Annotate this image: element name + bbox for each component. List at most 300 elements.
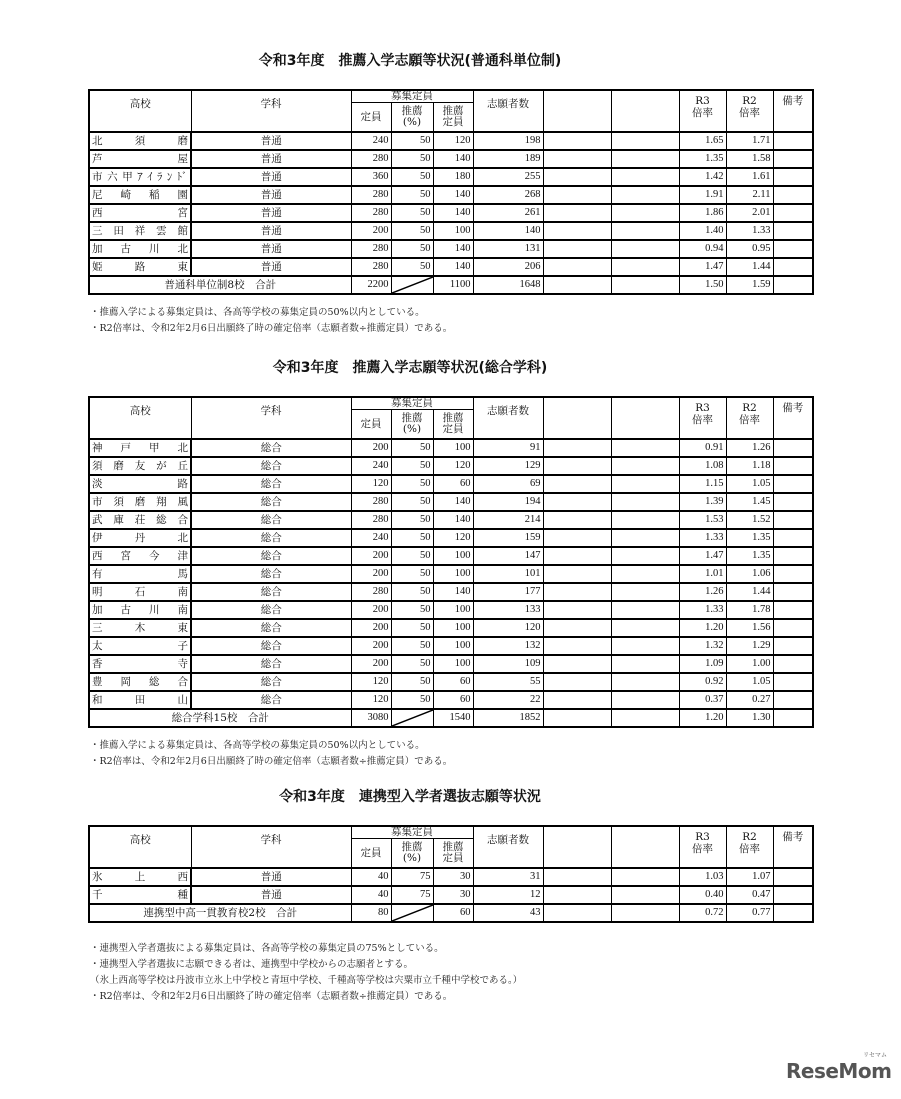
recommend-percent: 50 (391, 601, 433, 619)
school-name: 豊 岡 総 合 (89, 673, 191, 691)
recommend-percent: 50 (391, 168, 433, 186)
recommend-capacity: 120 (433, 457, 473, 475)
table-title: 令和3年度 連携型入学者選抜志願等状況 (279, 789, 541, 805)
r2-ratio: 1.44 (726, 583, 773, 601)
remarks-cell (773, 222, 813, 240)
total-applicants: 1852 (473, 709, 543, 727)
table-row (89, 457, 813, 475)
r3-ratio: 0.92 (679, 673, 726, 691)
remarks-cell (773, 565, 813, 583)
school-name: 千 種 (89, 886, 191, 904)
blank-column-header (543, 397, 611, 439)
total-recommend-capacity: 60 (433, 904, 473, 922)
remarks-cell (773, 511, 813, 529)
applicants: 69 (473, 475, 543, 493)
department: 総合 (191, 601, 351, 619)
r2-ratio: 2.11 (726, 186, 773, 204)
r2-ratio: 1.35 (726, 547, 773, 565)
diagonal-slash-cell (391, 904, 433, 922)
applicants: 133 (473, 601, 543, 619)
remarks-cell (773, 529, 813, 547)
r3-ratio: 1.42 (679, 168, 726, 186)
column-header: 高校 (89, 90, 191, 132)
capacity: 120 (351, 475, 391, 493)
applicants: 140 (473, 222, 543, 240)
blank-cell (611, 240, 679, 258)
table-row (89, 583, 813, 601)
remarks-cell (773, 637, 813, 655)
blank-cell (543, 511, 611, 529)
blank-cell (543, 457, 611, 475)
column-header: 推薦 (%) (391, 103, 433, 133)
note-line: ・R2倍率は、令和2年2月6日出願終了時の確定倍率（志願者数÷推薦定員）である。 (90, 756, 453, 767)
capacity: 120 (351, 691, 391, 709)
column-header: 推薦 (%) (391, 410, 433, 440)
remarks-cell (773, 475, 813, 493)
total-r2-ratio: 0.77 (726, 904, 773, 922)
total-row (89, 709, 813, 727)
recommend-capacity: 140 (433, 583, 473, 601)
blank-cell (611, 529, 679, 547)
diagonal-slash-cell (391, 276, 433, 294)
blank-cell (543, 691, 611, 709)
department: 普通 (191, 222, 351, 240)
column-header: 高校 (89, 826, 191, 868)
total-r3-ratio: 0.72 (679, 904, 726, 922)
resemom-logo (786, 1052, 891, 1083)
notes (90, 941, 812, 1005)
department: 総合 (191, 691, 351, 709)
applicants: 109 (473, 655, 543, 673)
column-header: 定員 (351, 410, 391, 440)
r3-ratio: 1.08 (679, 457, 726, 475)
total-r3-ratio: 1.50 (679, 276, 726, 294)
capacity: 200 (351, 547, 391, 565)
recommend-capacity: 140 (433, 511, 473, 529)
applicants: 131 (473, 240, 543, 258)
school-name: 市 六 甲 ｱ ｲ ﾗ ﾝ ﾄﾞ (89, 168, 191, 186)
department: 普通 (191, 886, 351, 904)
capacity: 200 (351, 222, 391, 240)
recommend-percent: 75 (391, 868, 433, 886)
total-applicants: 43 (473, 904, 543, 922)
department: 総合 (191, 457, 351, 475)
column-header: 定員 (351, 839, 391, 869)
recommend-percent: 50 (391, 204, 433, 222)
recommend-capacity: 140 (433, 258, 473, 276)
total-recommend-capacity: 1100 (433, 276, 473, 294)
table-row (89, 439, 813, 457)
remarks-cell (773, 204, 813, 222)
column-header: 推薦 定員 (433, 410, 473, 440)
blank-column-header (543, 90, 611, 132)
diagonal-line (392, 905, 433, 921)
blank-cell (611, 709, 679, 727)
blank-cell (611, 132, 679, 150)
department: 普通 (191, 168, 351, 186)
table-row (89, 868, 813, 886)
department: 普通 (191, 132, 351, 150)
remarks-cell (773, 601, 813, 619)
school-name: 尼 崎 稲 園 (89, 186, 191, 204)
applicants: 132 (473, 637, 543, 655)
school-name: 太 子 (89, 637, 191, 655)
r3-ratio: 1.33 (679, 529, 726, 547)
r3-ratio: 0.37 (679, 691, 726, 709)
column-header: 推薦 (%) (391, 839, 433, 869)
applicants: 177 (473, 583, 543, 601)
blank-cell (543, 132, 611, 150)
department: 総合 (191, 547, 351, 565)
blank-cell (543, 886, 611, 904)
department: 総合 (191, 583, 351, 601)
column-header: 備考 (773, 397, 813, 439)
recommend-capacity: 100 (433, 637, 473, 655)
blank-cell (543, 240, 611, 258)
blank-cell (611, 601, 679, 619)
blank-cell (611, 186, 679, 204)
total-recommend-capacity: 1540 (433, 709, 473, 727)
blank-cell (543, 547, 611, 565)
r2-ratio: 1.56 (726, 619, 773, 637)
school-name: 加 古 川 南 (89, 601, 191, 619)
table-general-credit (88, 89, 814, 295)
applicants: 198 (473, 132, 543, 150)
table-row (89, 565, 813, 583)
column-header: 学科 (191, 826, 351, 868)
table-row (89, 886, 813, 904)
diagonal-slash-cell (391, 709, 433, 727)
school-name: 芦 屋 (89, 150, 191, 168)
school-name: 淡 路 (89, 475, 191, 493)
recommend-percent: 50 (391, 655, 433, 673)
department: 普通 (191, 186, 351, 204)
r3-ratio: 1.09 (679, 655, 726, 673)
applicants: 147 (473, 547, 543, 565)
column-header: 学科 (191, 397, 351, 439)
r2-ratio: 1.44 (726, 258, 773, 276)
department: 総合 (191, 529, 351, 547)
remarks-cell (773, 132, 813, 150)
recommend-capacity: 180 (433, 168, 473, 186)
total-capacity: 3080 (351, 709, 391, 727)
remarks-cell (773, 168, 813, 186)
blank-cell (543, 168, 611, 186)
r2-ratio: 1.07 (726, 868, 773, 886)
blank-cell (543, 709, 611, 727)
column-header: R2 倍率 (726, 90, 773, 132)
blank-cell (543, 222, 611, 240)
remarks-cell (773, 493, 813, 511)
recommend-capacity: 30 (433, 886, 473, 904)
header-row (89, 397, 813, 410)
r3-ratio: 1.32 (679, 637, 726, 655)
blank-cell (611, 511, 679, 529)
blank-cell (543, 150, 611, 168)
blank-cell (543, 673, 611, 691)
recommend-capacity: 120 (433, 132, 473, 150)
column-header: R3 倍率 (679, 397, 726, 439)
table-row (89, 601, 813, 619)
r2-ratio: 0.47 (726, 886, 773, 904)
applicants: 255 (473, 168, 543, 186)
capacity: 200 (351, 565, 391, 583)
department: 総合 (191, 637, 351, 655)
note-line: ・推薦入学による募集定員は、各高等学校の募集定員の50%以内としている。 (90, 307, 425, 318)
blank-column-header (543, 826, 611, 868)
recommend-percent: 50 (391, 547, 433, 565)
remarks-cell (773, 886, 813, 904)
recommend-capacity: 100 (433, 619, 473, 637)
capacity: 280 (351, 150, 391, 168)
blank-cell (611, 258, 679, 276)
recommend-percent: 50 (391, 619, 433, 637)
table-row (89, 637, 813, 655)
blank-cell (543, 637, 611, 655)
department: 総合 (191, 673, 351, 691)
capacity: 280 (351, 240, 391, 258)
department: 普通 (191, 240, 351, 258)
total-label: 総合学科15校 合計 (89, 709, 351, 727)
table-row (89, 691, 813, 709)
r2-ratio: 1.26 (726, 439, 773, 457)
r2-ratio: 1.58 (726, 150, 773, 168)
r2-ratio: 0.27 (726, 691, 773, 709)
department: 総合 (191, 511, 351, 529)
recommend-percent: 50 (391, 583, 433, 601)
blank-cell (611, 868, 679, 886)
recommend-percent: 50 (391, 511, 433, 529)
recommend-percent: 50 (391, 186, 433, 204)
notes (90, 305, 812, 337)
recommend-percent: 50 (391, 150, 433, 168)
blank-cell (543, 904, 611, 922)
department: 総合 (191, 565, 351, 583)
recommend-percent: 50 (391, 132, 433, 150)
recommend-capacity: 140 (433, 240, 473, 258)
blank-cell (543, 619, 611, 637)
remarks-cell (773, 457, 813, 475)
recommend-percent: 50 (391, 475, 433, 493)
r3-ratio: 1.15 (679, 475, 726, 493)
capacity: 280 (351, 258, 391, 276)
column-header: 推薦 定員 (433, 103, 473, 133)
blank-column-header (611, 90, 679, 132)
table-title: 令和3年度 推薦入学志願等状況(総合学科) (272, 360, 548, 376)
blank-cell (611, 168, 679, 186)
capacity: 40 (351, 868, 391, 886)
blank-cell (611, 150, 679, 168)
column-header: 備考 (773, 826, 813, 868)
total-label: 普通科単位制8校 合計 (89, 276, 351, 294)
school-name: 市 須 磨 翔 風 (89, 493, 191, 511)
r3-ratio: 1.33 (679, 601, 726, 619)
table-row (89, 493, 813, 511)
column-header: R3 倍率 (679, 90, 726, 132)
recommend-percent: 75 (391, 886, 433, 904)
school-name: 加 古 川 北 (89, 240, 191, 258)
r3-ratio: 1.91 (679, 186, 726, 204)
table-row (89, 619, 813, 637)
r3-ratio: 0.40 (679, 886, 726, 904)
school-name: 伊 丹 北 (89, 529, 191, 547)
column-header: 備考 (773, 90, 813, 132)
blank-cell (543, 493, 611, 511)
blank-cell (611, 457, 679, 475)
capacity: 120 (351, 673, 391, 691)
capacity: 280 (351, 583, 391, 601)
recommend-percent: 50 (391, 457, 433, 475)
remarks-cell (773, 655, 813, 673)
applicants: 261 (473, 204, 543, 222)
school-name: 有 馬 (89, 565, 191, 583)
blank-cell (611, 637, 679, 655)
table-title: 令和3年度 推薦入学志願等状況(普通科単位制) (258, 53, 562, 69)
r3-ratio: 0.91 (679, 439, 726, 457)
recommend-capacity: 100 (433, 547, 473, 565)
department: 総合 (191, 439, 351, 457)
recommend-percent: 50 (391, 637, 433, 655)
capacity: 360 (351, 168, 391, 186)
r3-ratio: 1.01 (679, 565, 726, 583)
recommend-capacity: 140 (433, 204, 473, 222)
blank-cell (611, 691, 679, 709)
total-applicants: 1648 (473, 276, 543, 294)
diagonal-line (392, 277, 433, 293)
r3-ratio: 1.26 (679, 583, 726, 601)
column-header: 志願者数 (473, 826, 543, 868)
r3-ratio: 1.35 (679, 150, 726, 168)
applicants: 189 (473, 150, 543, 168)
applicants: 194 (473, 493, 543, 511)
blank-cell (611, 475, 679, 493)
table-row (89, 475, 813, 493)
blank-cell (543, 565, 611, 583)
r2-ratio: 1.05 (726, 673, 773, 691)
remarks-cell (773, 150, 813, 168)
remarks-cell (773, 186, 813, 204)
applicants: 159 (473, 529, 543, 547)
r2-ratio: 1.33 (726, 222, 773, 240)
r2-ratio: 2.01 (726, 204, 773, 222)
notes (90, 738, 812, 770)
blank-cell (543, 868, 611, 886)
school-name: 三 木 東 (89, 619, 191, 637)
column-header: 志願者数 (473, 90, 543, 132)
table-row (89, 258, 813, 276)
school-name: 姫 路 東 (89, 258, 191, 276)
blank-column-header (611, 826, 679, 868)
remarks-cell (773, 439, 813, 457)
r3-ratio: 0.94 (679, 240, 726, 258)
capacity: 280 (351, 493, 391, 511)
blank-cell (543, 258, 611, 276)
table-linked (88, 825, 814, 923)
table-row (89, 655, 813, 673)
remarks-cell (773, 673, 813, 691)
remarks-cell (773, 691, 813, 709)
blank-column-header (611, 397, 679, 439)
r3-ratio: 1.47 (679, 258, 726, 276)
capacity: 200 (351, 619, 391, 637)
recommend-capacity: 100 (433, 222, 473, 240)
capacity: 40 (351, 886, 391, 904)
header-row (89, 826, 813, 839)
table-row (89, 222, 813, 240)
column-header: 高校 (89, 397, 191, 439)
school-name: 三 田 祥 雲 館 (89, 222, 191, 240)
school-name: 西 宮 今 津 (89, 547, 191, 565)
column-header: 募集定員 (351, 90, 473, 103)
blank-cell (543, 439, 611, 457)
department: 普通 (191, 204, 351, 222)
school-name: 武 庫 荘 総 合 (89, 511, 191, 529)
r3-ratio: 1.20 (679, 619, 726, 637)
blank-cell (611, 547, 679, 565)
applicants: 120 (473, 619, 543, 637)
r2-ratio: 1.06 (726, 565, 773, 583)
capacity: 240 (351, 132, 391, 150)
recommend-percent: 50 (391, 673, 433, 691)
column-header: R3 倍率 (679, 826, 726, 868)
recommend-capacity: 100 (433, 565, 473, 583)
blank-cell (543, 475, 611, 493)
blank-cell (611, 493, 679, 511)
blank-cell (611, 565, 679, 583)
r3-ratio: 1.40 (679, 222, 726, 240)
applicants: 31 (473, 868, 543, 886)
capacity: 200 (351, 655, 391, 673)
table-row (89, 186, 813, 204)
column-header: R2 倍率 (726, 397, 773, 439)
recommend-capacity: 140 (433, 150, 473, 168)
recommend-percent: 50 (391, 222, 433, 240)
school-name: 北 須 磨 (89, 132, 191, 150)
r3-ratio: 1.65 (679, 132, 726, 150)
r2-ratio: 1.61 (726, 168, 773, 186)
school-name: 和 田 山 (89, 691, 191, 709)
capacity: 200 (351, 601, 391, 619)
capacity: 280 (351, 186, 391, 204)
table-row (89, 529, 813, 547)
note-line: ・R2倍率は、令和2年2月6日出願終了時の確定倍率（志願者数÷推薦定員）である。 (90, 323, 453, 334)
recommend-percent: 50 (391, 691, 433, 709)
remarks-cell (773, 240, 813, 258)
capacity: 280 (351, 511, 391, 529)
r2-ratio: 1.00 (726, 655, 773, 673)
applicants: 206 (473, 258, 543, 276)
school-name: 氷 上 西 (89, 868, 191, 886)
school-name: 須 磨 友 が 丘 (89, 457, 191, 475)
table-row (89, 673, 813, 691)
remarks-cell (773, 619, 813, 637)
total-r2-ratio: 1.30 (726, 709, 773, 727)
blank-cell (543, 583, 611, 601)
total-r2-ratio: 1.59 (726, 276, 773, 294)
applicants: 129 (473, 457, 543, 475)
department: 普通 (191, 150, 351, 168)
total-r3-ratio: 1.20 (679, 709, 726, 727)
recommend-percent: 50 (391, 493, 433, 511)
table-row (89, 547, 813, 565)
capacity: 240 (351, 457, 391, 475)
applicants: 91 (473, 439, 543, 457)
recommend-capacity: 30 (433, 868, 473, 886)
capacity: 200 (351, 439, 391, 457)
recommend-capacity: 140 (433, 186, 473, 204)
note-line: （氷上西高等学校は丹波市立氷上中学校と青垣中学校、千種高等学校は宍粟市立千種中学校である。） (90, 975, 523, 986)
school-name: 香 寺 (89, 655, 191, 673)
